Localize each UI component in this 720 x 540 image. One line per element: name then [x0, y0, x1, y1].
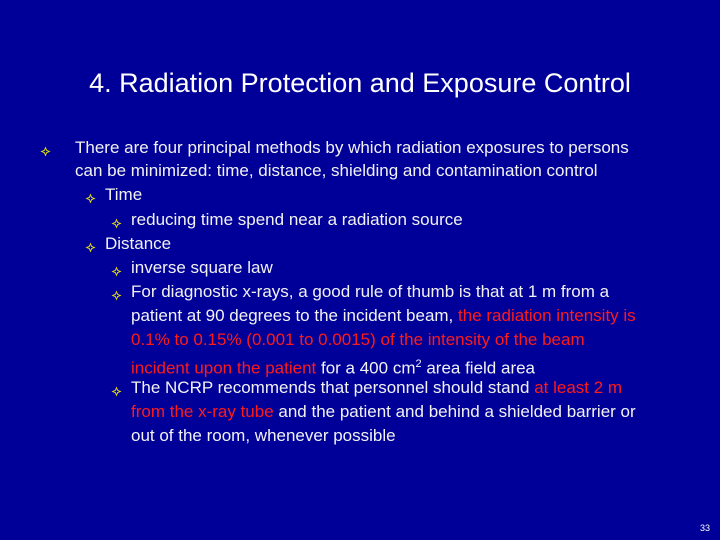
- page-number: 33: [699, 523, 710, 533]
- time-subitem: reducing time spend near a radiation source: [131, 210, 463, 229]
- ncrp-line-2-text: and the patient and behind a shielded barrier or: [273, 402, 636, 421]
- diagnostic-line-3: 0.1% to 0.15% (0.001 to 0.0015) of the intensity of the beam: [131, 330, 585, 349]
- highlight-text: the radiation intensity is: [458, 306, 636, 325]
- diagnostic-line-2-text: patient at 90 degrees to the incident beam,: [131, 306, 459, 325]
- bullet-icon: [111, 266, 122, 277]
- ncrp-line-3: out of the room, whenever possible: [131, 426, 396, 445]
- inverse-square-item: inverse square law: [131, 258, 273, 277]
- highlight-text: from the x-ray tube: [131, 402, 274, 421]
- ncrp-line-1: [131, 376, 622, 400]
- slide-title: 4. Radiation Protection and Exposure Control: [89, 68, 631, 98]
- bullet-icon: [111, 290, 122, 301]
- bullet-icon: [40, 146, 51, 157]
- diagnostic-line-4-end: area field area: [421, 358, 536, 378]
- ncrp-line-2: [131, 400, 636, 424]
- superscript: 2: [415, 358, 422, 370]
- highlight-text: at least 2 m: [534, 378, 623, 397]
- highlight-text: incident upon the patient: [131, 358, 317, 378]
- intro-line-1: There are four principal methods by which radiation exposures to persons: [75, 138, 629, 157]
- bullet-icon: [85, 193, 96, 204]
- ncrp-line-1-text: The NCRP recommends that personnel should stand: [131, 378, 535, 397]
- diagnostic-line-2: [131, 304, 636, 328]
- time-label: Time: [105, 185, 143, 204]
- diagnostic-line-4-text: for a 400 cm: [316, 358, 416, 378]
- bullet-icon: [111, 386, 122, 397]
- diagnostic-line-1: For diagnostic x-rays, a good rule of thumb is that at 1 m from a: [131, 282, 610, 301]
- bullet-icon: [111, 218, 122, 229]
- distance-label: Distance: [105, 234, 172, 253]
- bullet-icon: [85, 242, 96, 253]
- intro-line-2: can be minimized: time, distance, shielding and contamination control: [75, 161, 598, 180]
